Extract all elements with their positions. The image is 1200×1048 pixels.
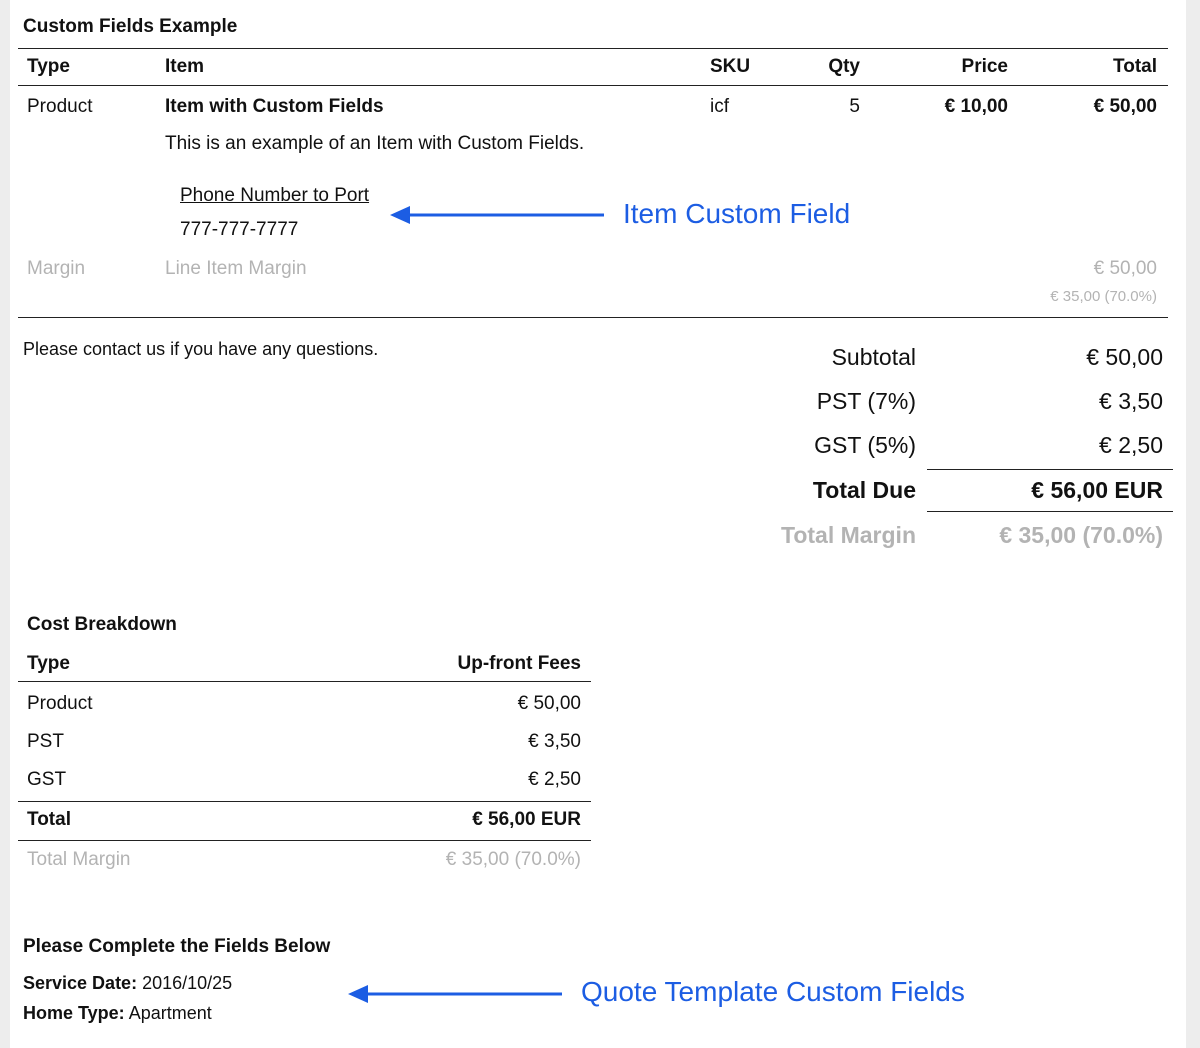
cb-header-type: Type xyxy=(27,653,70,674)
custom-field-value: 777-777-7777 xyxy=(180,219,299,240)
divider xyxy=(18,85,1168,86)
col-header-item: Item xyxy=(165,56,205,77)
margin-type: Margin xyxy=(27,258,86,279)
divider xyxy=(927,469,1173,470)
col-header-total: Total xyxy=(1113,56,1157,77)
margin-amount: € 50,00 xyxy=(1093,258,1157,279)
margin-detail: € 35,00 (70.0%) xyxy=(1050,288,1157,305)
service-date-value: 2016/10/25 xyxy=(142,973,233,993)
row-total: € 50,00 xyxy=(1093,96,1157,117)
annotation-arrow-icon xyxy=(388,203,608,227)
quote-document xyxy=(10,0,1186,1048)
cb-header-fees: Up-front Fees xyxy=(457,653,581,674)
gst-value: € 2,50 xyxy=(1099,432,1163,458)
pst-label: PST (7%) xyxy=(816,388,916,414)
row-item-name: Item with Custom Fields xyxy=(165,96,384,117)
service-date-label: Service Date: xyxy=(23,973,138,993)
custom-fields-title: Please Complete the Fields Below xyxy=(23,936,331,957)
section-title: Custom Fields Example xyxy=(23,16,238,37)
subtotal-label: Subtotal xyxy=(831,344,916,370)
annotation-arrow-icon xyxy=(346,982,566,1006)
col-header-type: Type xyxy=(27,56,70,77)
divider xyxy=(18,48,1168,49)
contact-note: Please contact us if you have any questions. xyxy=(23,339,379,359)
total-due-label: Total Due xyxy=(812,477,916,503)
divider xyxy=(18,681,591,682)
total-margin-label: Total Margin xyxy=(780,522,916,548)
divider xyxy=(18,317,1168,318)
row-type: Product xyxy=(27,96,93,117)
row-description: This is an example of an Item with Custom Fields. xyxy=(165,133,585,154)
margin-item: Line Item Margin xyxy=(165,258,307,279)
row-sku: icf xyxy=(710,96,729,117)
cb-row-fees: € 3,50 xyxy=(528,731,581,752)
divider xyxy=(18,840,591,841)
subtotal-value: € 50,00 xyxy=(1086,344,1163,370)
home-type-label: Home Type: xyxy=(23,1003,125,1023)
cb-row-type: Product xyxy=(27,693,93,714)
custom-field-label: Phone Number to Port xyxy=(180,185,370,206)
annotation-quote-template-custom-fields: Quote Template Custom Fields xyxy=(581,976,965,1007)
annotation-item-custom-field: Item Custom Field xyxy=(623,198,851,229)
cb-total-label: Total xyxy=(27,809,71,830)
col-header-sku: SKU xyxy=(710,56,751,77)
col-header-qty: Qty xyxy=(828,56,860,77)
home-type xyxy=(23,1003,212,1024)
cb-row-fees: € 50,00 xyxy=(517,693,581,714)
cb-total-value: € 56,00 EUR xyxy=(472,809,581,830)
row-price: € 10,00 xyxy=(944,96,1008,117)
cb-row-type: PST xyxy=(27,731,64,752)
divider xyxy=(18,801,591,802)
divider xyxy=(927,511,1173,512)
cb-row-fees: € 2,50 xyxy=(528,769,581,790)
total-due-value: € 56,00 EUR xyxy=(1031,477,1163,503)
home-type-value: Apartment xyxy=(128,1003,212,1023)
total-margin-value: € 35,00 (70.0%) xyxy=(999,522,1163,548)
cost-breakdown-title: Cost Breakdown xyxy=(27,614,177,635)
col-header-price: Price xyxy=(961,56,1008,77)
cb-margin-label: Total Margin xyxy=(27,849,131,870)
cb-margin-value: € 35,00 (70.0%) xyxy=(445,849,581,870)
pst-value: € 3,50 xyxy=(1099,388,1163,414)
row-qty: 5 xyxy=(849,96,860,117)
cb-row-type: GST xyxy=(27,769,67,790)
gst-label: GST (5%) xyxy=(814,432,916,458)
service-date xyxy=(23,973,232,994)
